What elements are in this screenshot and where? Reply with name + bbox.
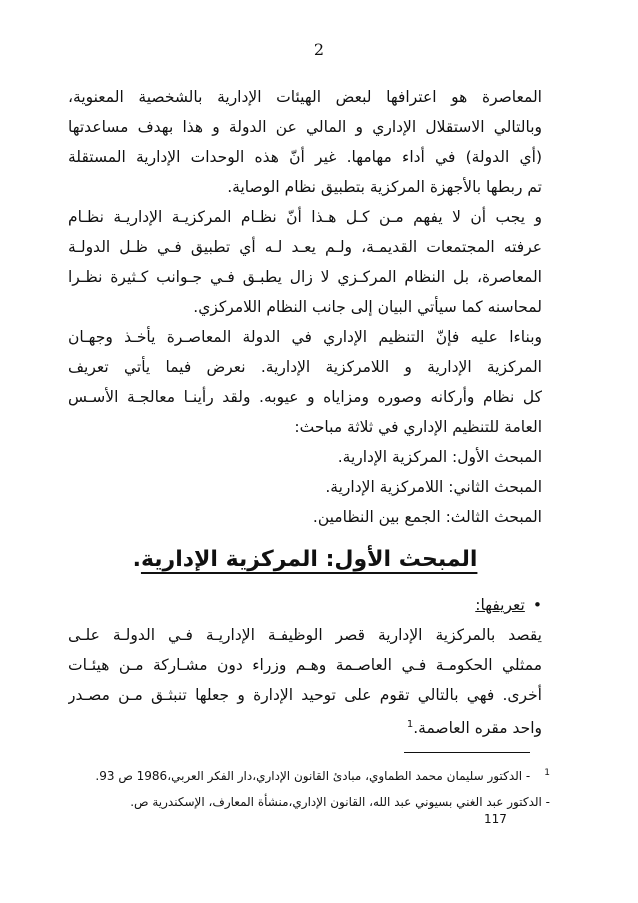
text-line: ممثلي الحكومـة فـي العاصـمة وهـم وزراء دون مشـاركة مـن هيئـات — [68, 656, 542, 674]
text-line: لمحاسنه كما سيأتي البيان إلى جانب النظام اللامركزي. — [193, 298, 542, 316]
text-line: تم ربطها بالأجهزة المركزية بتطبيق نظام الوصاية. — [227, 178, 542, 196]
text-line: المركزية الإدارية و اللامركزية الإدارية. نعرض فيما يأتي تعريف — [68, 358, 542, 376]
definition-label: تعريفها: — [475, 596, 525, 614]
paragraph-intro — [68, 82, 542, 202]
text-line: المعاصرة هو اعترافها لبعض الهيئات الإدارية بالشخصية المعنوية، — [68, 88, 542, 106]
text-line: يقصد بالمركزية الإدارية قصر الوظيفـة الإداريـة فـي الدولـة علـى — [68, 626, 542, 644]
footnote-divider — [404, 752, 530, 753]
text-line: كل نظام وأركانه وصوره ومزاياه و عيوبه. ولقد رأينـا معالجـة الأسـس — [68, 388, 542, 406]
footnote-item — [90, 760, 550, 789]
folio-number: 117 — [484, 812, 507, 826]
section-heading-period: . — [132, 547, 141, 572]
footnote-text: - الدكتور سليمان محمد الطماوي، مبادئ القانون الإداري،دار الفكر العربي،1986 ص 93. — [95, 769, 531, 783]
footnote-mark: 1 — [544, 768, 550, 778]
definition-last-line: واحد مقره العاصمة. — [413, 719, 542, 738]
bullet-icon: • — [532, 596, 542, 614]
section-outline — [68, 442, 542, 532]
paragraph-centralization-note — [68, 202, 542, 322]
paragraph-organization — [68, 322, 542, 442]
text-line: (أي الدولة) في أداء مهامها. غير أنّ هذه الوحدات الإدارية المستقلة — [68, 148, 542, 166]
document-body — [68, 82, 542, 743]
text-line: عرفته المجتمعات القديمـة، ولـم يعـد لـه أي تطبيق فـي ظـل الدولـة — [68, 238, 542, 256]
footnote-reference: 1 — [406, 719, 414, 730]
text-line: و يجب أن لا يفهم مـن كـل هـذا أنّ نظـام المركزيـة الإداريـة نظـام — [68, 208, 542, 226]
section-heading-text: المبحث الأول: المركزية الإدارية — [140, 547, 478, 572]
text-line: وبالتالي الاستقلال الإداري و المالي عن الدولة و هذا بهدف مساعدتها — [68, 118, 542, 136]
text-line: أخرى. فهي بالتالي تقوم على توحيد الإدارة و جعلها تنبثـق مـن مصـدر — [68, 686, 542, 704]
text-line — [68, 710, 542, 743]
definition-label-line — [68, 590, 542, 620]
outline-item: المبحث الثاني: اللامركزية الإدارية. — [325, 478, 542, 496]
footnotes — [90, 760, 550, 815]
text-line: المعاصرة، بل النظام المركـزي لا زال يطبـق فـي جـوانب كـثيرة نظـرا — [68, 268, 542, 286]
definition-block — [68, 590, 542, 743]
outline-item: المبحث الأول: المركزية الإدارية. — [337, 448, 542, 466]
text-line: العامة للتنظيم الإداري في ثلاثة مباحث: — [294, 418, 542, 436]
footnote-item: - الدكتور عبد الغني بسيوني عبد الله، القانون الإداري،منشأة المعارف، الإسكندرية ص. — [130, 795, 550, 809]
outline-item: المبحث الثالث: الجمع بين النظامين. — [312, 508, 542, 526]
text-line: وبناءا عليه فإنّ التنظيم الإداري في الدولة المعاصـرة يأخـذ وجهـان — [68, 328, 542, 346]
section-heading — [68, 540, 542, 580]
page-number: 2 — [313, 40, 325, 59]
